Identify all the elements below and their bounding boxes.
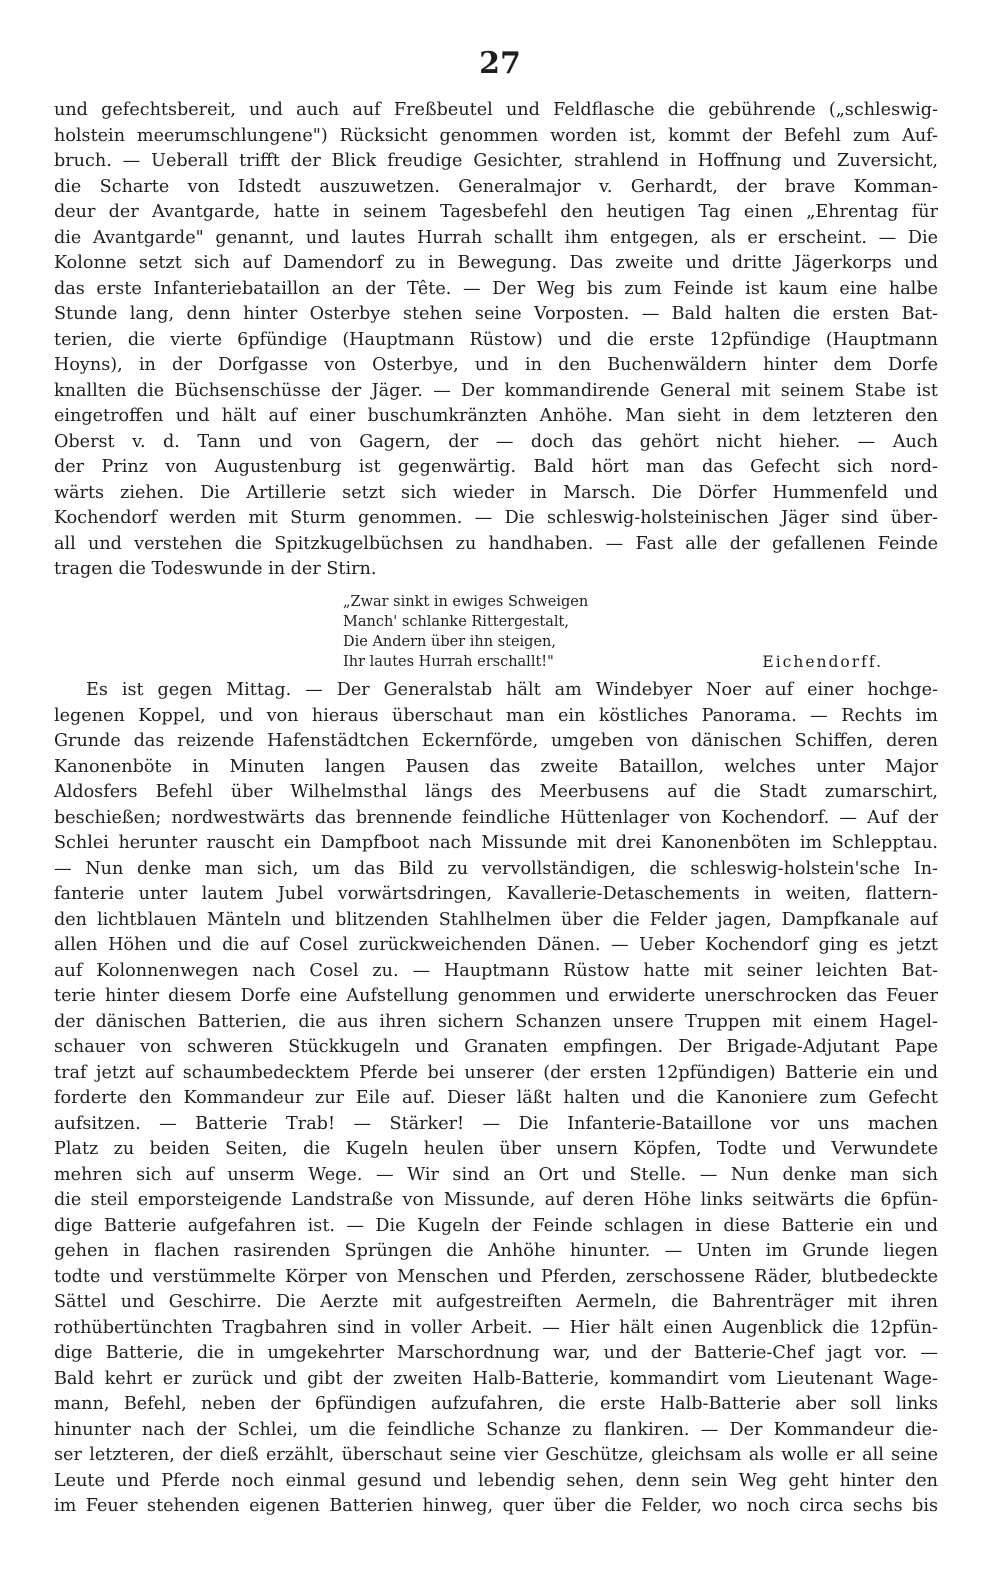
text-line: die steil emporsteigende Landstraße von Missunde, auf deren Höhe links seitwärts die 6pfün- (54, 1190, 938, 1210)
text-line: deur der Avantgarde, hatte in seinem Tagesbefehl den heutigen Tag einen „Ehrentag für (54, 202, 938, 222)
text-line: Es ist gegen Mittag. — Der Generalstab hält am Windebyer Noer auf einer hochge- (86, 680, 938, 700)
text-line: gehen in flachen rasirenden Sprüngen die Anhöhe hinunter. — Unten im Grunde liegen (54, 1241, 938, 1261)
text-line: der Prinz von Augustenburg ist gegenwärtig. Bald hört man das Gefecht sich nord- (54, 457, 938, 477)
text-line: Leute und Pferde noch einmal gesund und lebendig sehen, denn sein Weg geht hinter den (54, 1470, 938, 1491)
text-line: aufsitzen. — Batterie Trab! — Stärker! — Die Infanterie-Bataillone vor uns machen (54, 1113, 938, 1134)
text-line: dige Batterie, die in umgekehrter Marschordnung war, und der Batterie-Chef jagt vor. — (54, 1343, 938, 1363)
text-line: Kolonne setzt sich auf Damendorf zu in Bewegung. Das zweite und dritte Jägerkorps und (54, 253, 938, 273)
poem-verse: Manch' schlanke Rittergestalt, (343, 614, 569, 630)
text-line: all und verstehen die Spitzkugelbüchsen zu handhaben. — Fast alle der gefallenen Feinde (54, 533, 938, 554)
text-line: traf jetzt auf schaumbedecktem Pferde bei unserer (der ersten 12pfündigen) Batterie ein und (54, 1062, 938, 1083)
poem-verse: Die Andern über ihn steigen, (343, 634, 556, 650)
text-line: Aldosfers Befehl über Wilhelmsthal längs des Meerbusens auf die Stadt zumarschirt, (54, 782, 938, 802)
text-line: Kochendorf werden mit Sturm genommen. — Die schleswig-holsteinischen Jäger sind über- (54, 508, 938, 528)
text-line: Kanonenböte in Minuten langen Pausen das zweite Bataillon, welches unter Major (54, 756, 938, 777)
text-line: im Feuer stehenden eigenen Batterien hinweg, quer über die Felder, wo noch circa sechs bis (54, 1496, 938, 1516)
text-line: auf Kolonnenwegen nach Cosel zu. — Hauptmann Rüstow hatte mit seiner leichten Bat- (54, 960, 938, 981)
text-line: forderte den Kommandeur zur Eile auf. Dieser läßt halten und die Kanoniere zum Gefecht (54, 1088, 938, 1108)
text-line: todte und verstümmelte Körper von Menschen und Pferden, zerschossene Räder, blutbedeckte (54, 1266, 938, 1287)
text-line: beschießen; nordwestwärts das brennende feindliche Hüttenlager von Kochendorf. — Auf der (54, 807, 938, 828)
text-line: dige Batterie aufgefahren ist. — Die Kugeln der Feinde schlagen in diese Batterie ein und (54, 1215, 938, 1236)
text-line: die Scharte von Idstedt auszuwetzen. Generalmajor v. Gerhardt, der brave Komman- (54, 176, 938, 197)
text-line: — Nun denke man sich, um das Bild zu vervollständigen, die schleswig-holstein'sche In- (54, 858, 938, 879)
text-line: Stunde lang, denn hinter Osterbye stehen seine Vorposten. — Bald halten die ersten Bat- (54, 304, 938, 324)
poem-last-row (343, 652, 883, 672)
paragraph-continued (54, 98, 938, 583)
text-line: schauer von schweren Stückkugeln und Granaten empfingen. Der Brigade-Adjutant Pape (54, 1037, 938, 1057)
text-line: Hoyns), in der Dorfgasse von Osterbye, und in den Buchenwäldern hinter dem Dorfe (54, 355, 938, 375)
text-line: tragen die Todeswunde in der Stirn. (54, 559, 377, 579)
text-line: allen Höhen und die auf Cosel zurückweichenden Dänen. — Ueber Kochendorf ging es jetzt (54, 935, 938, 955)
text-line: Bald kehrt er zurück und gibt der zweiten Halb-Batterie, kommandirt vom Lieutenant Wage- (54, 1368, 938, 1389)
text-line: wärts ziehen. Die Artillerie setzt sich wieder in Marsch. Die Dörfer Hummenfeld und (54, 482, 938, 503)
text-line: knallten die Büchsenschüsse der Jäger. — Der kommandirende General mit seinem Stabe ist (54, 380, 938, 401)
text-line: Oberst v. d. Tann und von Gagern, der — doch das gehört nicht hieher. — Auch (54, 431, 938, 452)
poem-author: Eichendorff. (762, 653, 883, 671)
text-line: das erste Infanteriebataillon an der Tête. — Der Weg bis zum Feinde ist kaum eine halbe (54, 278, 938, 299)
text-line: ser letzteren, der dieß erzählt, überschaut seine vier Geschütze, gleichsam als wolle er all seine (54, 1445, 938, 1465)
text-line: und gefechtsbereit, und auch auf Freßbeutel und Feldflasche die gebührende („schleswig- (54, 100, 938, 120)
text-line: die Avantgarde" genannt, und lautes Hurrah schallt ihm entgegen, als er erscheint. — Die (54, 227, 938, 248)
text-line: mann, Befehl, neben der 6pfündigen aufzufahren, die erste Halb-Batterie aber soll links (54, 1394, 938, 1414)
text-line: hinunter nach der Schlei, um die feindliche Schanze zu flankiren. — Der Kommandeur die- (54, 1419, 938, 1440)
text-line: terie hinter diesem Dorfe eine Aufstellung genommen und erwiderte unerschrocken das Feuer (54, 986, 938, 1006)
text-line: eingetroffen und hält auf einer buschumkränzten Anhöhe. Man sieht in dem letzteren den (54, 406, 938, 426)
text-line: Grunde das reizende Hafenstädtchen Eckernförde, umgeben von dänischen Schiffen, deren (54, 731, 938, 751)
text-line: rothübertünchten Tragbahren sind in voller Arbeit. — Hier hält einen Augenblick die 12pfün- (54, 1317, 938, 1338)
poem-quote (343, 592, 883, 672)
text-line: terien, die vierte 6pfündige (Hauptmann Rüstow) und die erste 12pfündige (Hauptmann (54, 329, 938, 350)
text-line: bruch. — Ueberall trifft der Blick freudige Gesichter, strahlend in Hoffnung und Zuversicht, (54, 151, 938, 171)
page-number: 27 (479, 46, 521, 81)
text-line: holstein meerumschlungene") Rücksicht genommen worden ist, kommt der Befehl zum Auf- (54, 125, 938, 146)
text-line: der dänischen Batterien, die aus ihren sichern Schanzen unsere Truppen mit einem Hagel- (54, 1011, 938, 1032)
text-line: Platz zu beiden Seiten, die Kugeln heulen über unsern Köpfen, Todte und Verwundete (54, 1139, 938, 1159)
text-line: Schlei herunter rauscht ein Dampfboot nach Missunde mit drei Kanonenböten im Schlepptau. (54, 833, 938, 853)
text-line: mehren sich auf unserm Wege. — Wir sind an Ort und Stelle. — Nun denke man sich (54, 1164, 938, 1185)
poem-verse: Ihr lautes Hurrah erschallt!" (343, 654, 554, 670)
text-line: legenen Koppel, und von hieraus überschaut man ein köstliches Panorama. — Rechts im (54, 705, 938, 726)
text-line: Sättel und Geschirre. Die Aerzte mit aufgestreiften Aermeln, die Bahrenträger mit ihren (54, 1292, 938, 1312)
paragraph (54, 678, 938, 1520)
text-line: fanterie unter lautem Jubel vorwärtsdringen, Kavallerie-Detaschements in weiten, flattern- (54, 884, 938, 904)
text-line: den lichtblauen Mänteln und blitzenden Stahlhelmen über die Felder jagen, Dampfkanale auf (54, 909, 938, 930)
poem-verse: „Zwar sinkt in ewiges Schweigen (343, 594, 589, 610)
